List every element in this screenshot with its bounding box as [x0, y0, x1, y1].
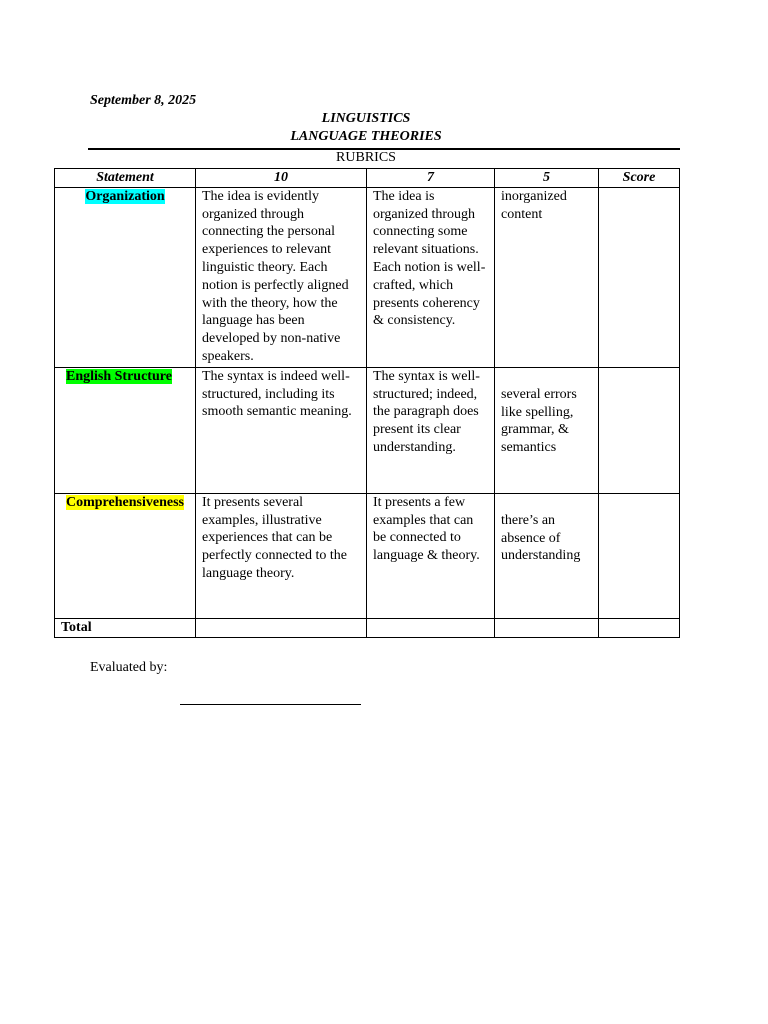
- evaluated-by-label: Evaluated by:: [90, 660, 168, 675]
- score-7-description: It presents a few examples that can be connected to language & theory.: [367, 493, 495, 618]
- score-5-description: there’s an absence of understanding: [495, 493, 599, 618]
- column-header-5: 5: [495, 169, 599, 188]
- column-header-score: Score: [599, 169, 680, 188]
- total-row: [55, 618, 680, 637]
- total-label: Total: [55, 618, 196, 637]
- score-5-description: inorganized content: [495, 187, 599, 367]
- criterion-english-structure: English Structure: [66, 368, 172, 384]
- criterion-comprehensiveness: Comprehensiveness: [66, 494, 184, 510]
- score-cell[interactable]: [599, 187, 680, 367]
- score-10-description: The syntax is indeed well-structured, including its smooth semantic meaning.: [196, 367, 367, 493]
- column-header-statement: Statement: [55, 169, 196, 188]
- table-row: [55, 493, 680, 618]
- total-cell-10: [196, 618, 367, 637]
- total-cell-7: [367, 618, 495, 637]
- document-subtitle-theories: LANGUAGE THEORIES: [290, 129, 442, 144]
- criterion-cell: [55, 493, 196, 618]
- criterion-organization: Organization: [85, 188, 165, 204]
- column-header-7: 7: [367, 169, 495, 188]
- rubric-table: [54, 168, 680, 638]
- score-cell[interactable]: [599, 493, 680, 618]
- score-cell[interactable]: [599, 367, 680, 493]
- criterion-cell: [55, 367, 196, 493]
- score-10-description: It presents several examples, illustrative experiences that can be perfectly connected to the language theory.: [196, 493, 367, 618]
- score-10-description: The idea is evidently organized through connecting the personal experiences to relevant linguistic theory. Each notion is perfectly aligned with the theory, how the language has been developed by non-native speakers.: [196, 187, 367, 367]
- table-header-row: [55, 169, 680, 188]
- score-5-description: several errors like spelling, grammar, & semantics: [495, 367, 599, 493]
- signature-line[interactable]: [180, 704, 361, 705]
- document-title: LINGUISTICS: [321, 111, 411, 126]
- rubrics-heading: RUBRICS: [336, 150, 396, 165]
- total-score-cell[interactable]: [599, 618, 680, 637]
- table-row: [55, 187, 680, 367]
- score-7-description: The syntax is well-structured; indeed, the paragraph does present its clear understanding.: [367, 367, 495, 493]
- table-row: [55, 367, 680, 493]
- score-7-description: The idea is organized through connecting some relevant situations. Each notion is well-crafted, which presents coherency & consistency.: [367, 187, 495, 367]
- column-header-10: 10: [196, 169, 367, 188]
- total-cell-5: [495, 618, 599, 637]
- document-date: September 8, 2025: [90, 93, 197, 108]
- criterion-cell: [55, 187, 196, 367]
